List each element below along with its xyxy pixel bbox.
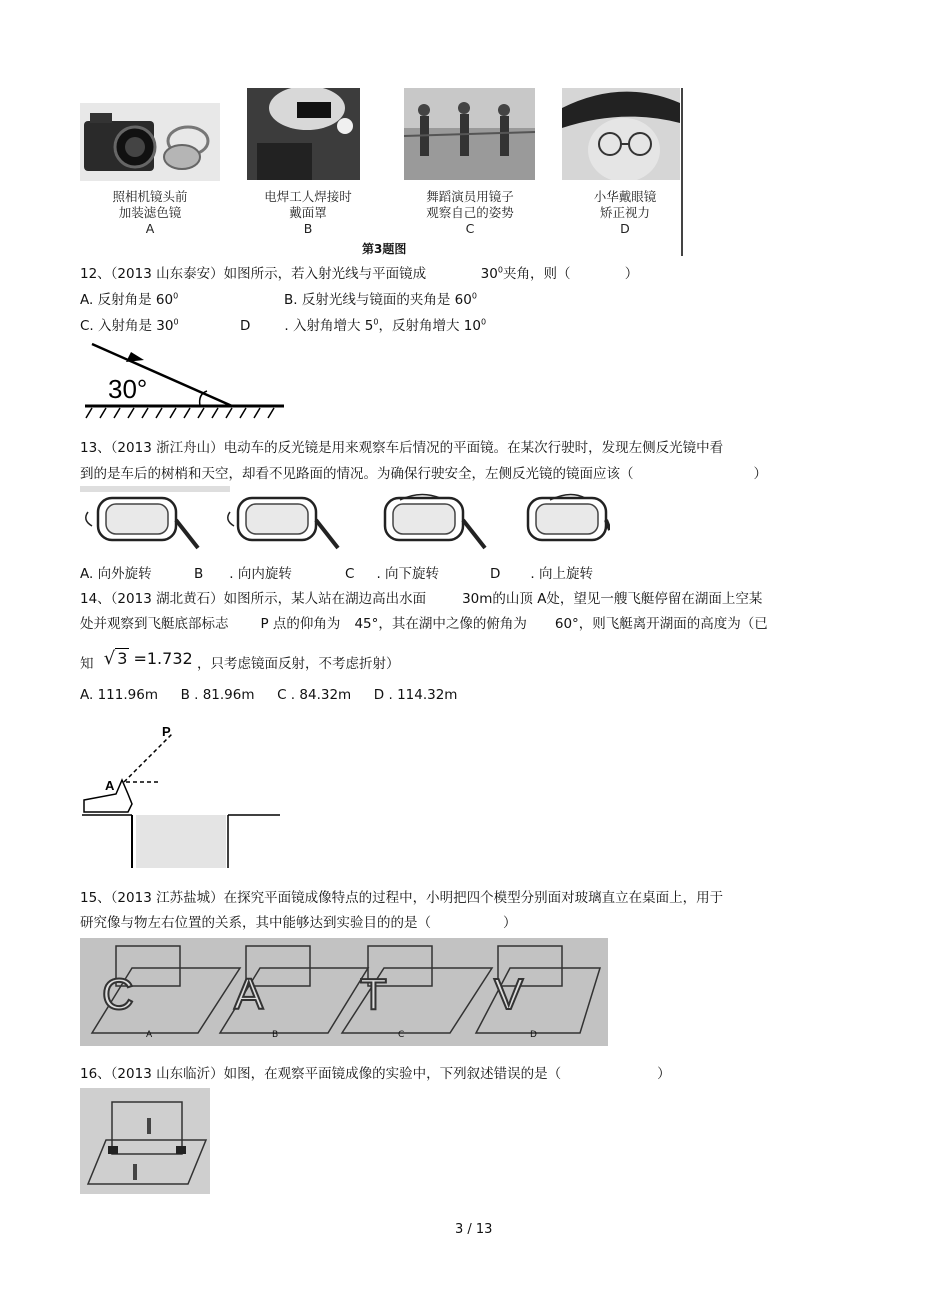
- mirror-c: [385, 494, 485, 548]
- q14-option-b: B . 81.96m: [180, 687, 255, 703]
- q15-opt-d: D: [530, 1030, 537, 1040]
- q14-lake-diagram: [80, 722, 290, 870]
- q14-line3: 知 √ 3 =1.732 ，只考虑镜面反射，不考虑折射）: [80, 648, 400, 672]
- q13-option-c: C . 向下旋转: [345, 566, 440, 582]
- q14-option-a: A. 111.96m: [80, 687, 158, 703]
- mirror-a: [86, 498, 198, 548]
- q15-line2: 研究像与物左右位置的关系，其中能够达到实验目的的是（ ）: [80, 915, 517, 931]
- q13-mirror-figures: [80, 490, 610, 552]
- q13-option-d: D . 向上旋转: [490, 566, 593, 582]
- q16-candle-mirror-photo: [80, 1088, 210, 1194]
- scan-edge: [681, 88, 683, 256]
- q12-option-d: D . 入射角增大 $5^0$，反射角增大 $10^0$: [240, 317, 487, 334]
- fig3-title: 第3题图: [362, 242, 407, 256]
- q12-option-c: C. 入射角是 $30^0$: [80, 317, 179, 334]
- q12-angle-label: 30°: [108, 374, 148, 404]
- sqrt-expression: √ 3 =1.732: [103, 648, 193, 669]
- q15-opt-c: C: [398, 1030, 405, 1040]
- caption-c: 舞蹈演员用镜子 观察自己的姿势 C: [426, 189, 514, 236]
- q13-line1: 13、（2013 浙江舟山）电动车的反光镜是用来观察车后情况的平面镜。在某次行驶时，发现左侧反光镜中看: [80, 440, 724, 456]
- q15-letter-t: T: [360, 970, 387, 1019]
- q16-line1: 16、（2013 山东临沂）如图，在观察平面镜成像的实验中，下列叙述错误的是（ ）: [80, 1066, 671, 1082]
- caption-a: 照相机镜头前 加装滤色镜 A: [112, 189, 188, 236]
- mirror-d: [528, 494, 610, 540]
- q13-line2: 到的是车后的树梢和天空，却看不见路面的情况。为确保行驶安全，左侧反光镜的镜面应该（ ）: [80, 466, 767, 482]
- caption-d: 小华戴眼镜 矫正视力 D: [593, 189, 657, 236]
- q15-line1: 15、（2013 江苏盐城）在探究平面镜成像特点的过程中，小明把四个模型分别面对玻璃直立在桌面上，用于: [80, 890, 724, 906]
- label-p: P: [162, 724, 171, 739]
- glasses-photo: [562, 88, 680, 180]
- label-a: A: [105, 778, 115, 793]
- q15-opt-a: A: [146, 1030, 153, 1040]
- q14-option-c: C . 84.32m: [277, 687, 352, 703]
- dancer-mirror-photo: [404, 88, 535, 180]
- q12-mirror-diagram: [82, 338, 287, 422]
- q14-options: [80, 687, 457, 703]
- q15-models-photo: [80, 938, 608, 1046]
- q15-opt-b: B: [272, 1030, 279, 1040]
- q13-option-b: B . 向内旋转: [194, 566, 292, 582]
- q15-letter-v: V: [494, 970, 524, 1019]
- q13-option-a: A. 向外旋转: [80, 566, 152, 582]
- q12-stem: 12、（2013 山东泰安）如图所示，若入射光线与平面镜成 $30^0$夹角，则（ ）: [80, 265, 639, 282]
- q14-line2: 处并观察到飞艇底部标志 P 点的仰角为 45°，其在湖中之像的俯角为 60°，则飞艇离开湖面的高度为（已: [80, 616, 768, 632]
- caption-b: 电焊工人焊接时 戴面罩 B: [264, 189, 352, 236]
- q14-option-d: D . 114.32m: [373, 687, 458, 703]
- q14-line1: 14、（2013 湖北黄石）如图所示，某人站在湖边高出水面 30m的山顶 A处，望见一艘飞艇停留在湖面上空某: [80, 591, 763, 607]
- welder-mask-photo: [247, 88, 360, 180]
- q15-letter-a: A: [234, 970, 264, 1019]
- camera-filter-photo: [80, 103, 220, 181]
- q12-option-b: B. 反射光线与镜面的夹角是 $60^0$: [284, 291, 477, 308]
- q12-option-a: A. 反射角是 $60^0$: [80, 291, 179, 308]
- mirror-b: [228, 498, 338, 548]
- page-number: 3 / 13: [455, 1222, 493, 1237]
- q15-letter-c: C: [102, 970, 134, 1019]
